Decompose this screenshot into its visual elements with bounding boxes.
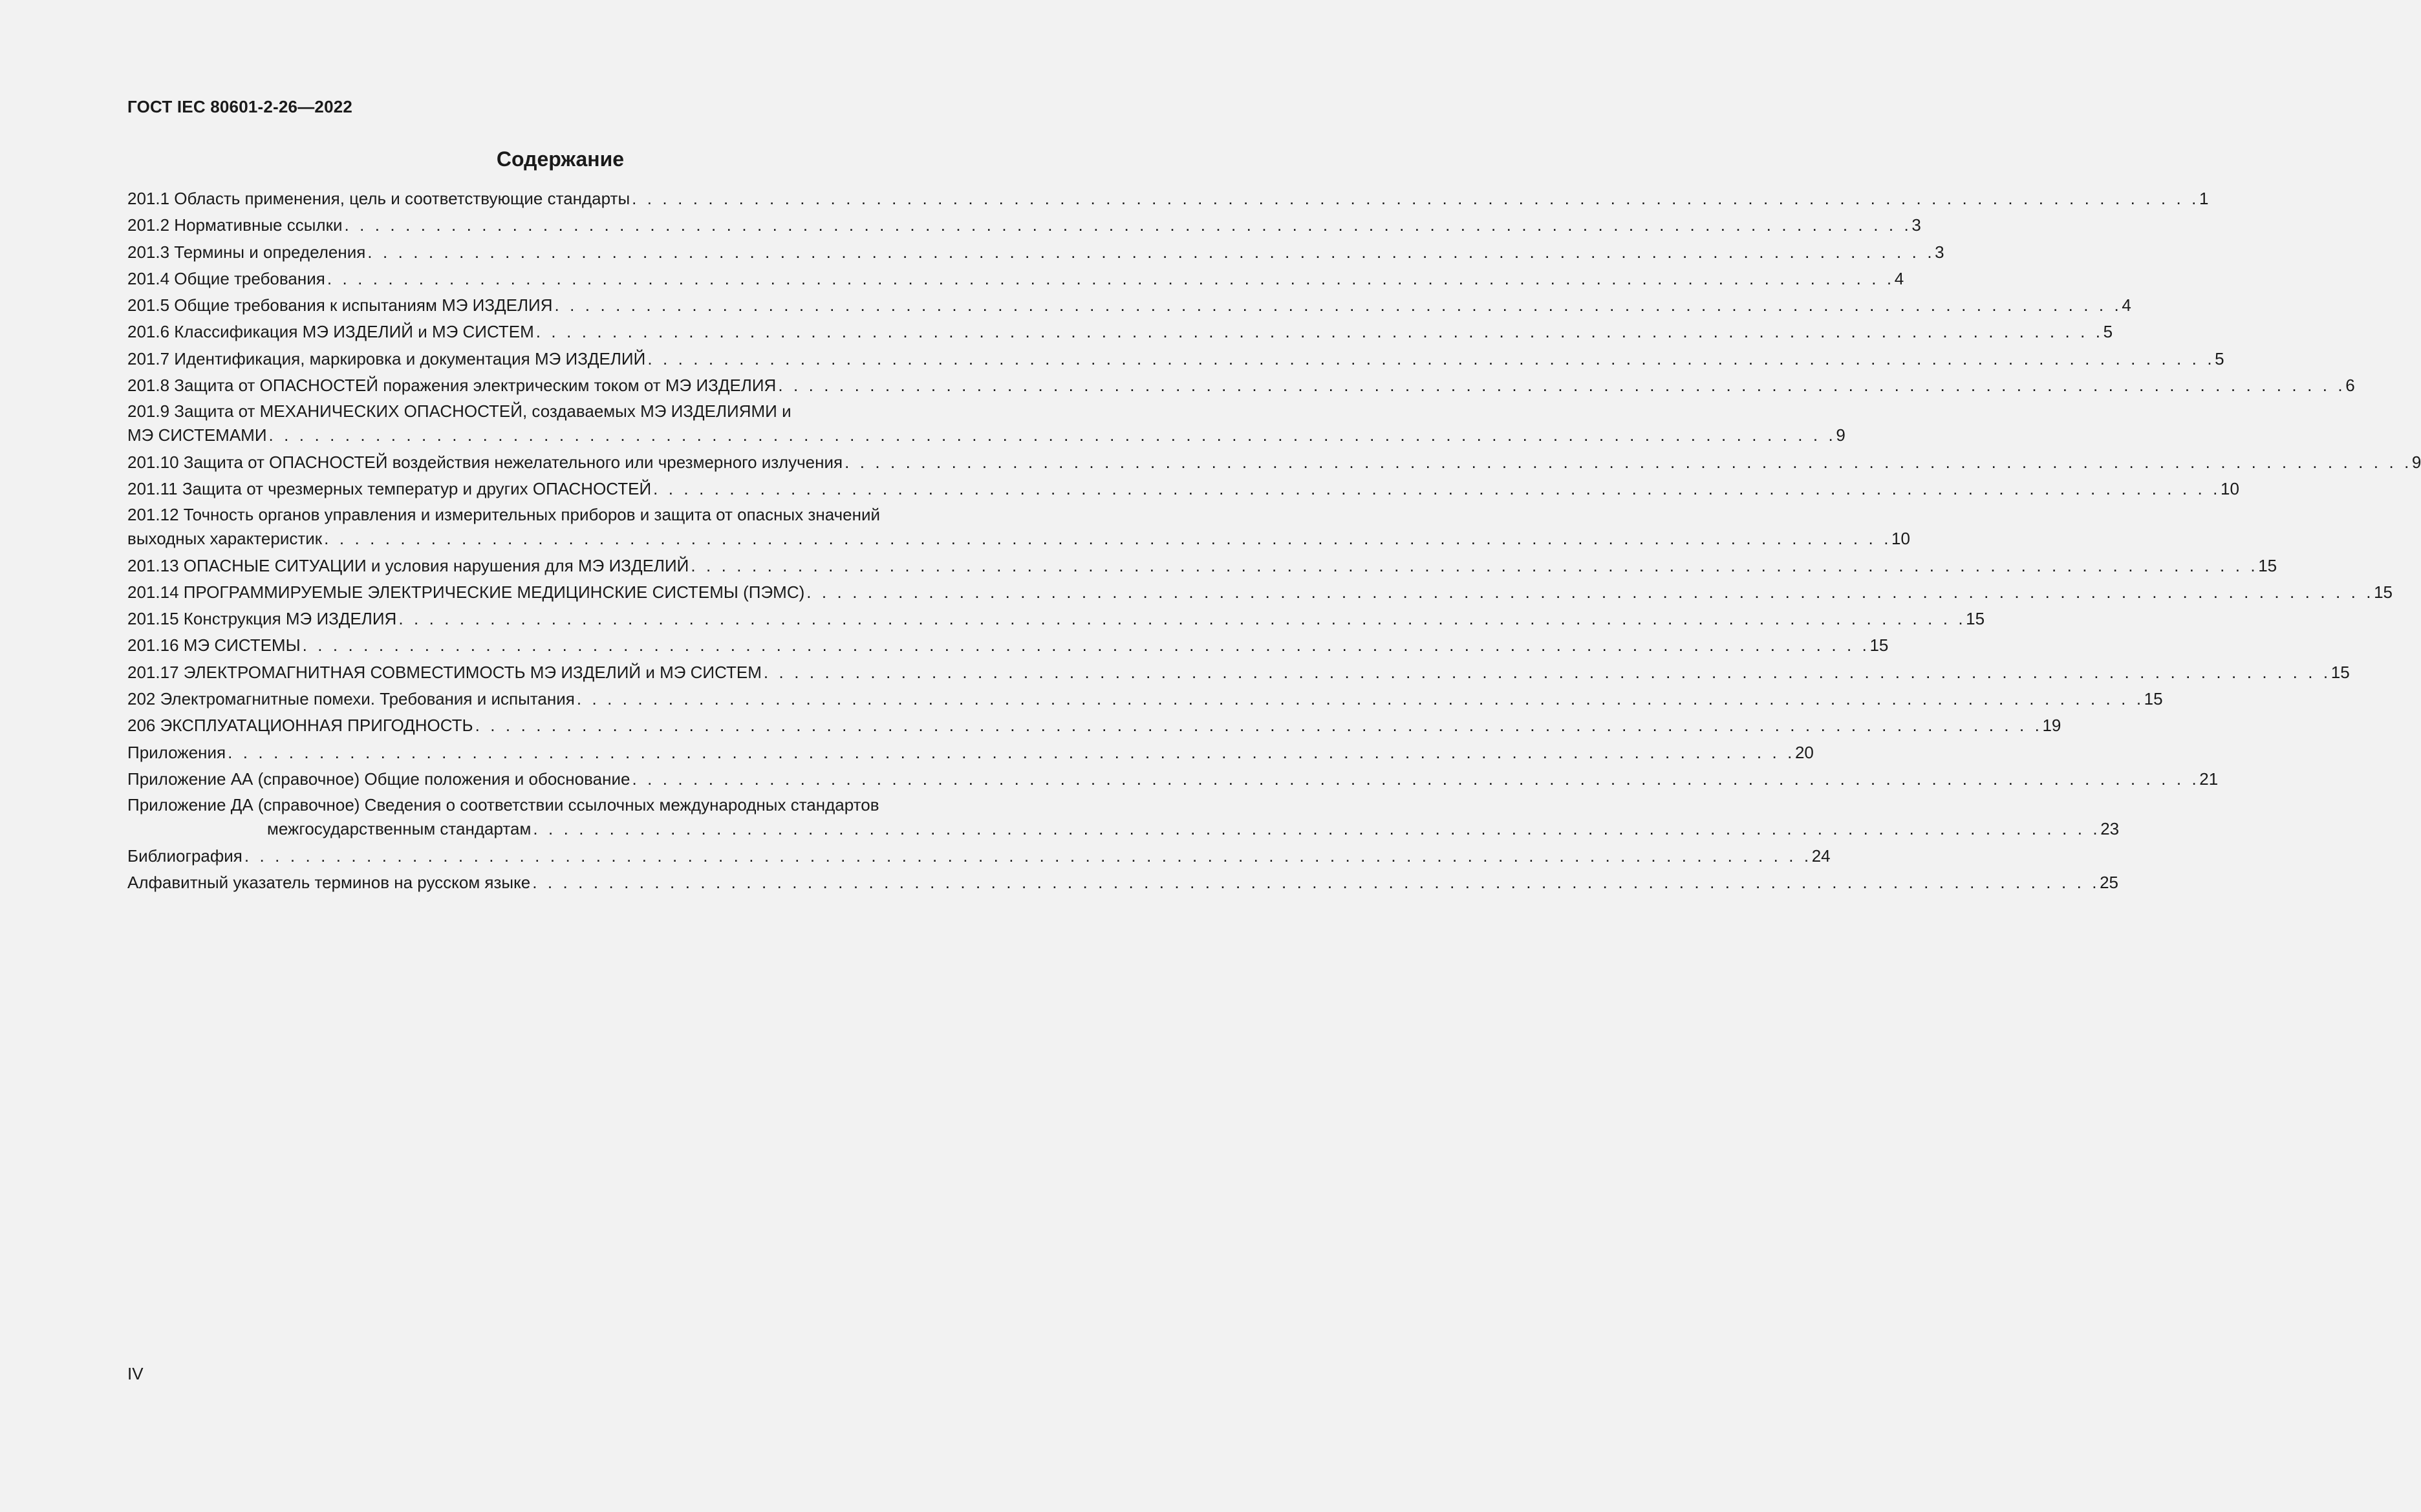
- dot-leader: . . . . . . . . . . . . . . . . . . . . . . . . . . . . . . . . . . . . . . . . . . . . . . . . . . . . . . . . . . . . . . . . . . . . . . . . . . . . . . . . . . . . . . . . . . . . . . . . . . . . . . .: [535, 322, 2104, 342]
- toc-entry-line: [127, 767, 2219, 791]
- dot-leader: . . . . . . . . . . . . . . . . . . . . . . . . . . . . . . . . . . . . . . . . . . . . . . . . . . . . . . . . . . . . . . . . . . . . . . . . . . . . . . . . . . . . . . . . . . . . . . . . . . . . . . .: [806, 582, 2374, 602]
- toc-entry-page: 5: [2103, 322, 2113, 342]
- toc-entry: [127, 687, 2163, 711]
- dot-leader: . . . . . . . . . . . . . . . . . . . . . . . . . . . . . . . . . . . . . . . . . . . . . . . . . . . . . . . . . . . . . . . . . . . . . . . . . . . . . . . . . . . . . . . . . . . . . . . . . . . . . . .: [632, 189, 2199, 208]
- toc-entry: [127, 633, 1889, 657]
- toc-entry-page: 24: [1811, 846, 1831, 866]
- toc-entry-title-first-line: 201.12 Точность органов управления и измерительных приборов и защита от опасных значений: [127, 505, 880, 525]
- toc-entry-page: 25: [2100, 872, 2118, 892]
- toc-entry-page: 15: [2144, 689, 2163, 709]
- toc-entry-line: [127, 687, 2163, 711]
- dot-leader: . . . . . . . . . . . . . . . . . . . . . . . . . . . . . . . . . . . . . . . . . . . . . . . . . . . . . . . . . . . . . . . . . . . . . . . . . . . . . . . . . . . . . . . . . . . . . . . . . . . . . . .: [647, 348, 2215, 368]
- toc-entry-page: 3: [1911, 215, 1921, 235]
- toc-entry-line: [127, 240, 1944, 264]
- toc-entry-title-first-line: 201.9 Защита от МЕХАНИЧЕСКИХ ОПАСНОСТЕЙ, создаваемых МЭ ИЗДЕЛИЯМИ и: [127, 401, 791, 421]
- toc-entry-title: Библиография: [127, 846, 242, 866]
- toc-entry-line: [127, 319, 2113, 344]
- toc-entry-title: межгосударственным стандартам: [267, 819, 532, 839]
- toc-entry: [127, 740, 1814, 765]
- toc-entry-line: [127, 293, 2131, 317]
- toc-entry-title: 201.8 Защита от ОПАСНОСТЕЙ поражения электрическим током от МЭ ИЗДЕЛИЯ: [127, 376, 777, 396]
- dot-leader: . . . . . . . . . . . . . . . . . . . . . . . . . . . . . . . . . . . . . . . . . . . . . . . . . . . . . . . . . . . . . . . . . . . . . . . . . . . . . . . . . . . . . . . . . . . . . . . . . . . . . . .: [778, 376, 2346, 396]
- toc-entry-page: 4: [1894, 268, 1904, 288]
- toc-entry-page: 21: [2199, 769, 2219, 789]
- toc-entry: [127, 713, 2061, 738]
- toc-entry-title: 201.6 Классификация МЭ ИЗДЕЛИЙ и МЭ СИСТЕМ: [127, 322, 534, 342]
- toc-entry: [127, 240, 1944, 264]
- toc-entry-line: [127, 740, 1814, 765]
- toc-entry: [127, 186, 2209, 211]
- toc-entry: [127, 450, 2421, 474]
- toc-entry: [127, 399, 1845, 447]
- toc-entry: [127, 606, 1985, 631]
- toc-title: Содержание: [496, 147, 625, 171]
- dot-leader: . . . . . . . . . . . . . . . . . . . . . . . . . . . . . . . . . . . . . . . . . . . . . . . . . . . . . . . . . . . . . . . . . . . . . . . . . . . . . . . . . . . . . . . . . . . . . . . . . . . . . . .: [367, 242, 1935, 262]
- toc-entry-title: 201.5 Общие требования к испытаниям МЭ ИЗДЕЛИЯ: [127, 295, 553, 315]
- toc-entry-line: [127, 553, 2277, 578]
- toc-entry: [127, 319, 2113, 344]
- toc-entry-page: 5: [2215, 348, 2224, 368]
- toc-entry-page: 15: [1966, 609, 1985, 629]
- dot-leader: . . . . . . . . . . . . . . . . . . . . . . . . . . . . . . . . . . . . . . . . . . . . . . . . . . . . . . . . . . . . . . . . . . . . . . . . . . . . . . . . . . . . . . . . . . . . . . . . . . . . . . .: [324, 529, 1892, 549]
- toc-entry-line: [127, 713, 2061, 738]
- dot-leader: . . . . . . . . . . . . . . . . . . . . . . . . . . . . . . . . . . . . . . . . . . . . . . . . . . . . . . . . . . . . . . . . . . . . . . . . . . . . . . . . . . . . . . . . . . . . . . . . . . . . . . .: [532, 872, 2100, 892]
- toc-entry: [127, 476, 2239, 501]
- toc-entry-title: 201.7 Идентификация, маркировка и документация МЭ ИЗДЕЛИЙ: [127, 348, 646, 368]
- toc-entry-line: [127, 186, 2209, 211]
- table-of-contents: [127, 186, 2421, 897]
- toc-entry-title: 202 Электромагнитные помехи. Требования и испытания: [127, 689, 575, 709]
- dot-leader: . . . . . . . . . . . . . . . . . . . . . . . . . . . . . . . . . . . . . . . . . . . . . . . . . . . . . . . . . . . . . . . . . . . . . . . . . . . . . . . . . . . . . . . . . . . . . . . . . . . . . . .: [763, 662, 2331, 682]
- toc-entry: [127, 580, 2393, 604]
- dot-leader: . . . . . . . . . . . . . . . . . . . . . . . . . . . . . . . . . . . . . . . . . . . . . . . . . . . . . . . . . . . . . . . . . . . . . . . . . . . . . . . . . . . . . . . . . . . . . . . . . . . . . . .: [228, 742, 1795, 762]
- toc-entry-line: [127, 346, 2224, 371]
- dot-leader: . . . . . . . . . . . . . . . . . . . . . . . . . . . . . . . . . . . . . . . . . . . . . . . . . . . . . . . . . . . . . . . . . . . . . . . . . . . . . . . . . . . . . . . . . . . . . . . . . . . . . . .: [576, 689, 2144, 709]
- toc-entry-line: [127, 817, 2120, 841]
- dot-leader: . . . . . . . . . . . . . . . . . . . . . . . . . . . . . . . . . . . . . . . . . . . . . . . . . . . . . . . . . . . . . . . . . . . . . . . . . . . . . . . . . . . . . . . . . . . . . . . . . . . . . . .: [475, 716, 2043, 736]
- toc-entry-page: 10: [2220, 478, 2239, 498]
- dot-leader: . . . . . . . . . . . . . . . . . . . . . . . . . . . . . . . . . . . . . . . . . . . . . . . . . . . . . . . . . . . . . . . . . . . . . . . . . . . . . . . . . . . . . . . . . . . . . . . . . . . . . . .: [653, 478, 2221, 498]
- toc-entry-line: [127, 870, 2118, 895]
- toc-entry-line: [127, 633, 1889, 657]
- toc-entry-title: 201.4 Общие требования: [127, 268, 325, 288]
- toc-entry-page: 10: [1891, 529, 1910, 549]
- dot-leader: . . . . . . . . . . . . . . . . . . . . . . . . . . . . . . . . . . . . . . . . . . . . . . . . . . . . . . . . . . . . . . . . . . . . . . . . . . . . . . . . . . . . . . . . . . . . . . . . . . . . . . .: [398, 609, 1966, 629]
- toc-entry-title: 201.14 ПРОГРАММИРУЕМЫЕ ЭЛЕКТРИЧЕСКИЕ МЕДИЦИНСКИЕ СИСТЕМЫ (ПЭМС): [127, 582, 805, 602]
- toc-entry-line: [127, 423, 1845, 447]
- page-number: IV: [127, 1364, 144, 1383]
- document-header: ГОСТ IEC 80601-2-26—2022: [127, 97, 353, 116]
- toc-entry-title: выходных характеристик: [127, 529, 323, 549]
- toc-entry-title: 201.2 Нормативные ссылки: [127, 215, 343, 235]
- dot-leader: . . . . . . . . . . . . . . . . . . . . . . . . . . . . . . . . . . . . . . . . . . . . . . . . . . . . . . . . . . . . . . . . . . . . . . . . . . . . . . . . . . . . . . . . . . . . . . . . . . . . . . .: [691, 555, 2259, 575]
- toc-entry-line: [127, 476, 2239, 501]
- toc-entry-line: [127, 580, 2393, 604]
- toc-entry-page: 20: [1794, 742, 1814, 762]
- dot-leader: . . . . . . . . . . . . . . . . . . . . . . . . . . . . . . . . . . . . . . . . . . . . . . . . . . . . . . . . . . . . . . . . . . . . . . . . . . . . . . . . . . . . . . . . . . . . . . . . . . . . . . .: [327, 268, 1895, 288]
- toc-entry-page: 23: [2100, 819, 2120, 839]
- toc-entry-page: 15: [2330, 662, 2350, 682]
- toc-entry-title: Приложение АА (справочное) Общие положения и обоснование: [127, 769, 630, 789]
- toc-entry-title: МЭ СИСТЕМАМИ: [127, 425, 267, 445]
- toc-entry-title: 201.10 Защита от ОПАСНОСТЕЙ воздействия нежелательного или чрезмерного излучения: [127, 452, 843, 472]
- toc-entry: [127, 793, 2120, 841]
- toc-entry-title: 206 ЭКСПЛУАТАЦИОННАЯ ПРИГОДНОСТЬ: [127, 716, 473, 736]
- toc-entry-title: 201.15 Конструкция МЭ ИЗДЕЛИЯ: [127, 609, 397, 629]
- toc-entry: [127, 373, 2355, 398]
- toc-entry-title: 201.11 Защита от чрезмерных температур и других ОПАСНОСТЕЙ: [127, 478, 652, 498]
- toc-entry: [127, 844, 1831, 868]
- toc-entry: [127, 266, 1904, 291]
- toc-entry-page: 15: [2374, 582, 2393, 602]
- toc-entry-title-first-line: Приложение ДА (справочное) Сведения о соответствии ссылочных международных стандартов: [127, 795, 879, 815]
- toc-entry: [127, 346, 2224, 371]
- dot-leader: . . . . . . . . . . . . . . . . . . . . . . . . . . . . . . . . . . . . . . . . . . . . . . . . . . . . . . . . . . . . . . . . . . . . . . . . . . . . . . . . . . . . . . . . . . . . . . . . . . . . . . .: [533, 819, 2101, 839]
- toc-entry-line: [127, 213, 1921, 237]
- toc-entry: [127, 767, 2219, 791]
- toc-entry: [127, 503, 1910, 551]
- toc-entry: [127, 553, 2277, 578]
- toc-entry-page: 15: [1869, 635, 1889, 655]
- toc-entry-title: 201.17 ЭЛЕКТРОМАГНИТНАЯ СОВМЕСТИМОСТЬ МЭ ИЗДЕЛИЙ и МЭ СИСТЕМ: [127, 662, 762, 682]
- toc-entry-page: 4: [2122, 295, 2131, 315]
- toc-entry-line: [127, 606, 1985, 631]
- toc-entry-line: [127, 660, 2350, 685]
- dot-leader: . . . . . . . . . . . . . . . . . . . . . . . . . . . . . . . . . . . . . . . . . . . . . . . . . . . . . . . . . . . . . . . . . . . . . . . . . . . . . . . . . . . . . . . . . . . . . . . . . . . . . . .: [244, 846, 1812, 866]
- dot-leader: . . . . . . . . . . . . . . . . . . . . . . . . . . . . . . . . . . . . . . . . . . . . . . . . . . . . . . . . . . . . . . . . . . . . . . . . . . . . . . . . . . . . . . . . . . . . . . . . . . . . . . .: [268, 425, 1836, 445]
- toc-entry: [127, 213, 1921, 237]
- toc-entry-page: 19: [2042, 716, 2061, 736]
- toc-entry-page: 9: [1836, 425, 1845, 445]
- dot-leader: . . . . . . . . . . . . . . . . . . . . . . . . . . . . . . . . . . . . . . . . . . . . . . . . . . . . . . . . . . . . . . . . . . . . . . . . . . . . . . . . . . . . . . . . . . . . . . . . . . . . . . .: [554, 295, 2122, 315]
- toc-entry-page: 1: [2199, 189, 2209, 208]
- toc-entry: [127, 660, 2350, 685]
- toc-entry: [127, 293, 2131, 317]
- toc-entry-title: 201.13 ОПАСНЫЕ СИТУАЦИИ и условия нарушения для МЭ ИЗДЕЛИЙ: [127, 555, 689, 575]
- toc-entry-title: Приложения: [127, 742, 226, 762]
- dot-leader: . . . . . . . . . . . . . . . . . . . . . . . . . . . . . . . . . . . . . . . . . . . . . . . . . . . . . . . . . . . . . . . . . . . . . . . . . . . . . . . . . . . . . . . . . . . . . . . . . . . . . . .: [344, 215, 1912, 235]
- toc-entry-page: 15: [2258, 555, 2277, 575]
- toc-entry-title: 201.16 МЭ СИСТЕМЫ: [127, 635, 301, 655]
- toc-entry-page: 6: [2345, 376, 2355, 396]
- toc-entry: [127, 870, 2118, 895]
- toc-entry-line: [127, 373, 2355, 398]
- toc-entry-line: [127, 450, 2421, 474]
- dot-leader: . . . . . . . . . . . . . . . . . . . . . . . . . . . . . . . . . . . . . . . . . . . . . . . . . . . . . . . . . . . . . . . . . . . . . . . . . . . . . . . . . . . . . . . . . . . . . . . . . . . . . . .: [302, 635, 1870, 655]
- toc-entry-title: 201.1 Область применения, цель и соответствующие стандарты: [127, 189, 630, 208]
- toc-entry-title: Алфавитный указатель терминов на русском языке: [127, 872, 531, 892]
- toc-entry-line: [127, 527, 1910, 551]
- toc-entry-line: [127, 844, 1831, 868]
- toc-entry-page: 9: [2411, 452, 2421, 472]
- toc-entry-line: [127, 266, 1904, 291]
- toc-entry-title: 201.3 Термины и определения: [127, 242, 366, 262]
- toc-entry-page: 3: [1935, 242, 1944, 262]
- dot-leader: . . . . . . . . . . . . . . . . . . . . . . . . . . . . . . . . . . . . . . . . . . . . . . . . . . . . . . . . . . . . . . . . . . . . . . . . . . . . . . . . . . . . . . . . . . . . . . . . . . . . . . .: [632, 769, 2200, 789]
- dot-leader: . . . . . . . . . . . . . . . . . . . . . . . . . . . . . . . . . . . . . . . . . . . . . . . . . . . . . . . . . . . . . . . . . . . . . . . . . . . . . . . . . . . . . . . . . . . . . . . . . . . . . . .: [845, 452, 2412, 472]
